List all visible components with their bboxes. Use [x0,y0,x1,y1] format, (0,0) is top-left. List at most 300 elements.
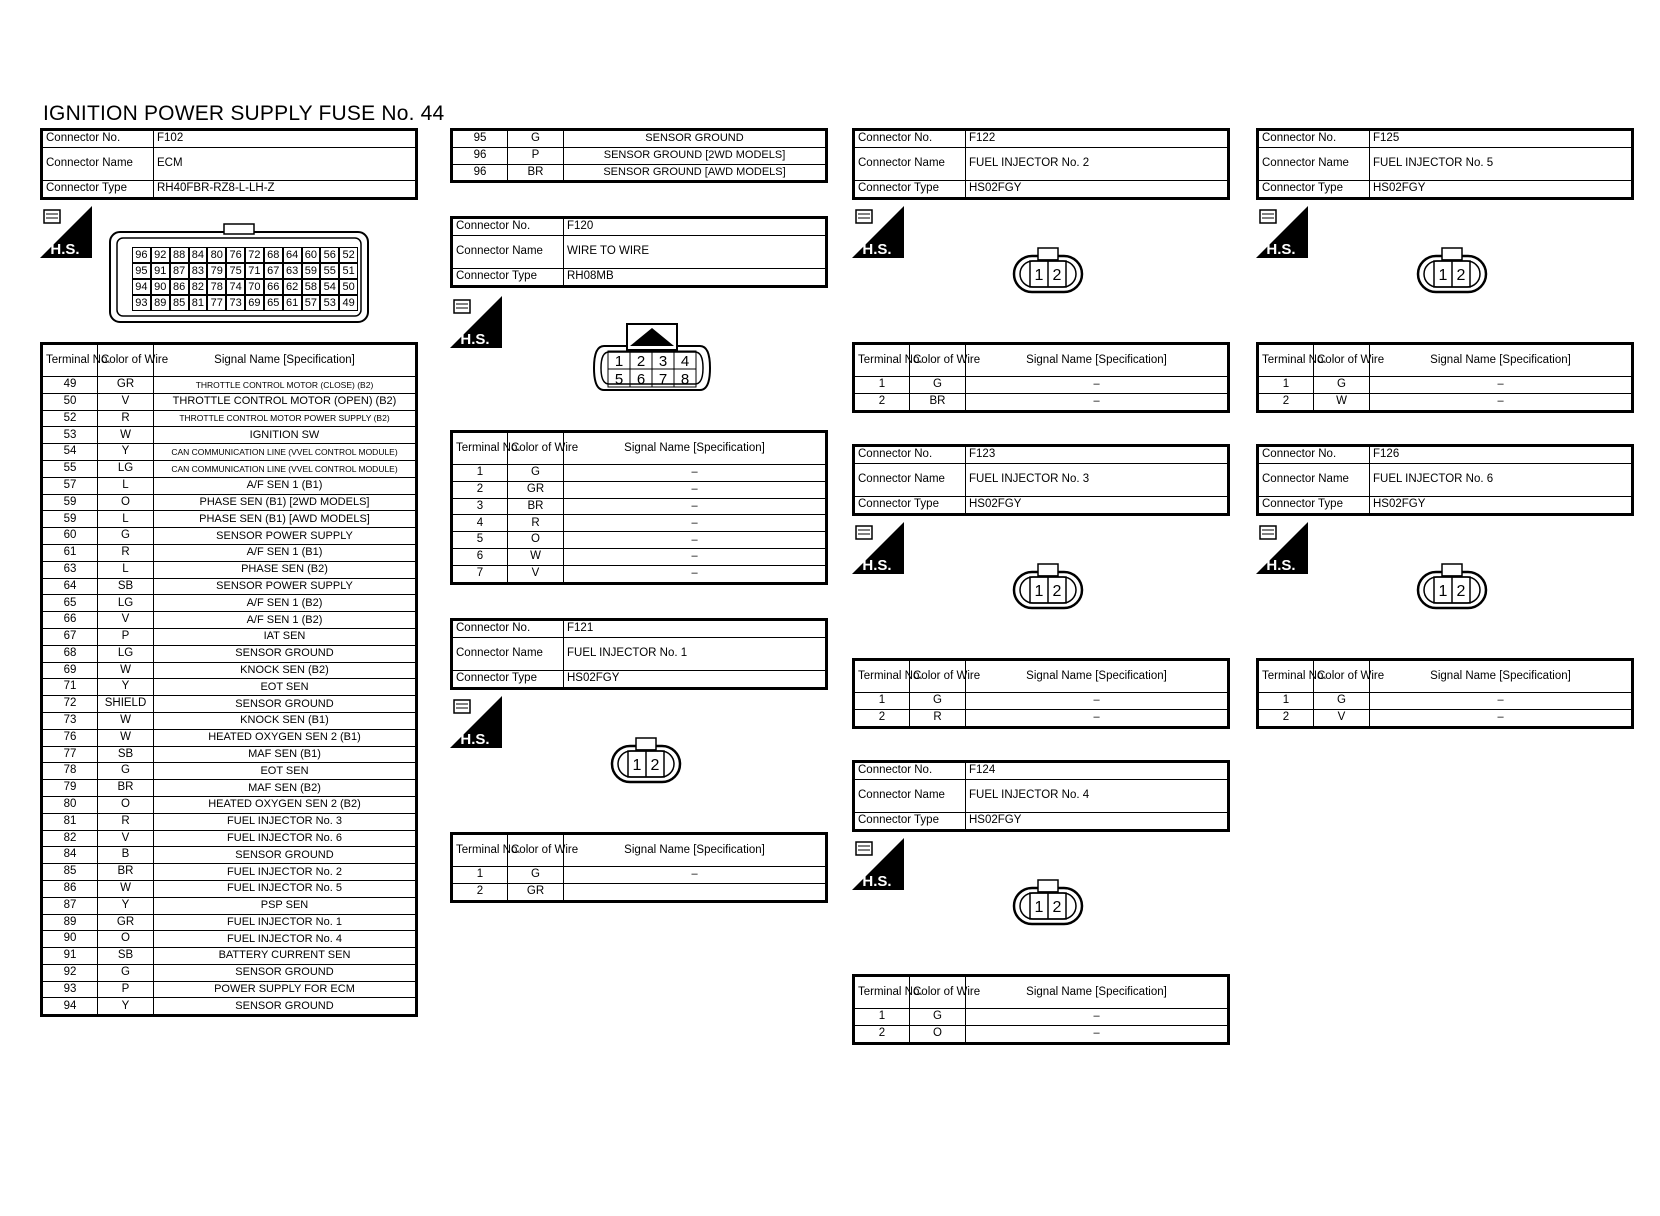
terminal-row [42,914,417,931]
wire-color: R [98,410,154,427]
signal-name: FUEL INJECTOR No. 2 [154,864,417,881]
terminal-row [42,561,417,578]
ecm-terminal-pin: 54 [320,279,339,295]
svg-text:H.S.: H.S. [1266,241,1296,258]
wire-color: LG [98,645,154,662]
connector-no-label: Connector No. [452,620,564,638]
terminal-no: 94 [42,998,98,1016]
terminal-row [452,465,827,482]
terminal-no-header: Terminal No. [854,660,910,693]
terminal-no: 1 [854,693,910,710]
terminal-no: 71 [42,679,98,696]
terminal-row [452,532,827,549]
signal-name: FUEL INJECTOR No. 5 [154,880,417,897]
terminal-row [42,763,417,780]
connector-type-value: HS02FGY [966,497,1229,515]
ecm-terminal-pin: 51 [339,263,358,279]
terminal-no: 95 [452,130,508,148]
svg-text:1: 1 [1034,583,1044,600]
connector-name-value: FUEL INJECTOR No. 5 [1370,148,1633,181]
wire-color: BR [98,864,154,881]
wire-color: Y [98,444,154,461]
terminal-no: 80 [42,796,98,813]
signal-header: Signal Name [Specification] [564,432,827,465]
signal-name: SENSOR GROUND [154,645,417,662]
color-header: Color of Wire [508,834,564,867]
ecm-terminal-pin: 58 [302,279,321,295]
terminal-row [42,410,417,427]
wire-color: G [910,1009,966,1026]
svg-text:1: 1 [614,353,624,370]
terminal-no: 49 [42,377,98,394]
connector-name-value: FUEL INJECTOR No. 4 [966,780,1229,813]
terminal-no: 1 [1258,377,1314,394]
ecm-terminal-pin: 85 [170,295,189,311]
ecm-terminal-pin: 74 [226,279,245,295]
f120-connector-face [592,322,712,404]
connector-type-value: HS02FGY [966,181,1229,199]
terminal-no-header: Terminal No. [854,344,910,377]
terminal-no-header: Terminal No. [1258,660,1314,693]
terminal-no: 82 [42,830,98,847]
terminal-table [852,974,1230,1045]
terminal-no: 61 [42,544,98,561]
wire-color: G [1314,693,1370,710]
terminal-no: 66 [42,612,98,629]
signal-name: CAN COMMUNICATION LINE (VVEL CONTROL MODULE) [154,444,417,461]
connector-name-value: ECM [154,148,417,181]
ecm-terminal-pin: 87 [170,263,189,279]
wire-color: GR [508,883,564,901]
signal-name: SENSOR GROUND [154,847,417,864]
terminal-no: 65 [42,595,98,612]
ecm-terminal-grid [132,247,358,311]
terminal-row [1258,709,1633,727]
terminal-row [854,377,1229,394]
connector-name-value: FUEL INJECTOR No. 6 [1370,464,1633,497]
wire-color: W [1314,393,1370,411]
svg-text:5: 5 [614,371,624,388]
ecm-terminal-pin: 59 [302,263,321,279]
signal-header: Signal Name [Specification] [966,344,1229,377]
ecm-terminal-pin: 89 [151,295,170,311]
svg-text:8: 8 [680,371,690,388]
ecm-terminal-pin: 56 [320,247,339,263]
wire-color: V [1314,709,1370,727]
terminal-no: 6 [452,548,508,565]
terminal-no: 59 [42,494,98,511]
terminal-row [42,864,417,881]
terminal-row [1258,693,1633,710]
terminal-no: 77 [42,746,98,763]
ecm-terminal-pin: 81 [189,295,208,311]
svg-text:H.S.: H.S. [50,241,80,258]
connector-type-value: HS02FGY [1370,181,1633,199]
wire-color: G [508,867,564,884]
signal-name: – [966,377,1229,394]
terminal-no: 63 [42,561,98,578]
signal-name: – [564,565,827,583]
connector-no-label: Connector No. [854,762,966,780]
connector-info-block [852,128,1230,200]
ecm-terminal-pin: 69 [245,295,264,311]
terminal-row [854,393,1229,411]
terminal-row [42,796,417,813]
wire-color: G [910,377,966,394]
wire-color: G [1314,377,1370,394]
terminal-table [450,832,828,903]
wire-color: O [910,1025,966,1043]
terminal-row [42,981,417,998]
terminal-row [42,948,417,965]
signal-name: SENSOR GROUND [154,998,417,1016]
ecm-terminal-pin: 83 [189,263,208,279]
terminal-no: 5 [452,532,508,549]
svg-text:H.S.: H.S. [862,241,892,258]
connector-info-block [852,444,1230,516]
connector-type-label: Connector Type [452,269,564,287]
ecm-terminal-pin: 70 [245,279,264,295]
wire-color: Y [98,998,154,1016]
wire-color: BR [508,164,564,182]
ecm-terminal-pin: 75 [226,263,245,279]
svg-text:3: 3 [658,353,668,370]
ecm-terminal-pin: 84 [189,247,208,263]
signal-name: HEATED OXYGEN SEN 2 (B2) [154,796,417,813]
connector-name-value: FUEL INJECTOR No. 1 [564,638,827,671]
terminal-no: 7 [452,565,508,583]
terminal-no: 87 [42,897,98,914]
two-pin-connector-face [1012,878,1084,928]
signal-header: Signal Name [Specification] [966,976,1229,1009]
ecm-terminal-pin: 88 [170,247,189,263]
terminal-row [42,880,417,897]
signal-header: Signal Name [Specification] [966,660,1229,693]
terminal-table-f120 [450,430,828,585]
terminal-table [852,658,1230,729]
terminal-no-header: Terminal No. [42,344,98,377]
terminal-row [42,427,417,444]
terminal-row [42,393,417,410]
svg-text:H.S.: H.S. [460,331,490,348]
ecm-terminal-pin: 91 [151,263,170,279]
ecm-terminal-pin: 57 [302,295,321,311]
wire-color: O [98,796,154,813]
ecm-terminal-pin: 62 [283,279,302,295]
terminal-row [42,998,417,1016]
terminal-no: 52 [42,410,98,427]
connector-no-value: F120 [564,218,827,236]
connector-name-value: FUEL INJECTOR No. 3 [966,464,1229,497]
color-header: Color of Wire [98,344,154,377]
connector-type-value: HS02FGY [966,813,1229,831]
signal-name: – [966,1009,1229,1026]
terminal-no: 96 [452,147,508,164]
signal-name: POWER SUPPLY FOR ECM [154,981,417,998]
two-pin-connector-face [1012,562,1084,612]
ecm-terminal-pin: 61 [283,295,302,311]
terminal-row [452,883,827,901]
terminal-no: 76 [42,729,98,746]
color-header: Color of Wire [1314,344,1370,377]
terminal-no: 2 [1258,709,1314,727]
connector-name-label: Connector Name [854,780,966,813]
terminal-row [42,628,417,645]
wire-color: B [98,847,154,864]
svg-text:7: 7 [658,371,668,388]
wire-color: W [98,427,154,444]
terminal-no: 81 [42,813,98,830]
signal-name: A/F SEN 1 (B2) [154,595,417,612]
terminal-table [1256,342,1634,413]
wire-color: O [98,931,154,948]
ecm-terminal-pin: 66 [264,279,283,295]
signal-name: SENSOR GROUND [2WD MODELS] [564,147,827,164]
signal-name: – [564,867,827,884]
signal-name: MAF SEN (B2) [154,780,417,797]
ecm-connector-face [108,224,372,326]
signal-name: A/F SEN 1 (B2) [154,612,417,629]
terminal-no: 72 [42,696,98,713]
color-header: Color of Wire [910,344,966,377]
connector-type-label: Connector Type [42,181,154,199]
signal-name: – [1370,709,1633,727]
ecm-terminal-pin: 55 [320,263,339,279]
ecm-terminal-pin: 93 [132,295,151,311]
signal-name: KNOCK SEN (B2) [154,662,417,679]
terminal-row [42,746,417,763]
signal-name: BATTERY CURRENT SEN [154,948,417,965]
wire-color: W [98,880,154,897]
terminal-no: 2 [452,481,508,498]
terminal-no: 92 [42,964,98,981]
hs-icon [450,296,502,348]
svg-text:1: 1 [632,757,642,774]
signal-name: SENSOR POWER SUPPLY [154,528,417,545]
wire-color: SHIELD [98,696,154,713]
terminal-table [1256,658,1634,729]
hs-icon [450,696,502,748]
ecm-terminal-pin: 90 [151,279,170,295]
signal-name: CAN COMMUNICATION LINE (VVEL CONTROL MODULE) [154,460,417,477]
svg-text:1: 1 [1438,583,1448,600]
connector-no-label: Connector No. [1258,130,1370,148]
wire-color: G [98,964,154,981]
terminal-no: 57 [42,477,98,494]
connector-no-value: F125 [1370,130,1633,148]
terminal-no: 78 [42,763,98,780]
terminal-no: 50 [42,393,98,410]
terminal-row [42,528,417,545]
wire-color: GR [508,481,564,498]
connector-info-block [450,618,828,690]
terminal-no: 91 [42,948,98,965]
terminal-row [42,460,417,477]
terminal-row [854,1009,1229,1026]
signal-name: SENSOR GROUND [154,696,417,713]
ecm-terminal-pin: 52 [339,247,358,263]
terminal-no: 2 [854,393,910,411]
page-title: IGNITION POWER SUPPLY FUSE No. 44 [43,102,445,125]
connector-type-value: RH08MB [564,269,827,287]
terminal-row [42,847,417,864]
terminal-row [42,595,417,612]
terminal-row [452,498,827,515]
svg-text:2: 2 [650,757,660,774]
terminal-row [452,565,827,583]
signal-name: – [966,709,1229,727]
ecm-terminal-pin: 78 [207,279,226,295]
connector-type-label: Connector Type [1258,497,1370,515]
terminal-no: 59 [42,511,98,528]
terminal-table-f102-continued [450,128,828,183]
wire-color: L [98,561,154,578]
terminal-row [452,548,827,565]
ecm-terminal-pin: 63 [283,263,302,279]
connector-no-value: F121 [564,620,827,638]
connector-no-value: F123 [966,446,1229,464]
svg-text:2: 2 [1052,899,1062,916]
terminal-no: 86 [42,880,98,897]
wire-color: SB [98,746,154,763]
connector-no-label: Connector No. [1258,446,1370,464]
connector-no-label: Connector No. [854,130,966,148]
signal-name: – [564,515,827,532]
terminal-no: 55 [42,460,98,477]
terminal-row [42,931,417,948]
signal-name: A/F SEN 1 (B1) [154,544,417,561]
terminal-row [42,813,417,830]
two-pin-connector-face [610,736,682,786]
wire-color: V [98,612,154,629]
ecm-terminal-pin: 77 [207,295,226,311]
terminal-no: 1 [1258,693,1314,710]
svg-text:6: 6 [636,371,646,388]
hs-icon [852,838,904,890]
connector-no-label: Connector No. [452,218,564,236]
terminal-no-header: Terminal No. [1258,344,1314,377]
signal-name: PHASE SEN (B1) [2WD MODELS] [154,494,417,511]
wire-color: G [508,465,564,482]
signal-name: FUEL INJECTOR No. 6 [154,830,417,847]
signal-name: PHASE SEN (B2) [154,561,417,578]
signal-name: MAF SEN (B1) [154,746,417,763]
connector-info-f120 [450,216,828,288]
connector-name-value: FUEL INJECTOR No. 2 [966,148,1229,181]
terminal-row [42,679,417,696]
wire-color: R [98,544,154,561]
two-pin-connector-face [1012,246,1084,296]
svg-text:4: 4 [680,353,690,370]
connector-no-label: Connector No. [854,446,966,464]
connector-type-label: Connector Type [854,497,966,515]
signal-name: – [966,1025,1229,1043]
signal-name [564,883,827,901]
svg-text:H.S.: H.S. [460,731,490,748]
terminal-no: 96 [452,164,508,182]
terminal-table-f102 [40,342,418,1017]
terminal-row [42,578,417,595]
two-pin-connector-face [1416,246,1488,296]
signal-name: FUEL INJECTOR No. 4 [154,931,417,948]
signal-name: – [1370,377,1633,394]
signal-header: Signal Name [Specification] [1370,344,1633,377]
connector-no-value: F124 [966,762,1229,780]
ecm-terminal-pin: 71 [245,263,264,279]
connector-no-value: F102 [154,130,417,148]
terminal-row [452,130,827,148]
signal-header: Signal Name [Specification] [1370,660,1633,693]
ecm-terminal-pin: 72 [245,247,264,263]
wire-color: L [98,511,154,528]
signal-name: SENSOR POWER SUPPLY [154,578,417,595]
color-header: Color of Wire [910,976,966,1009]
hs-icon [1256,522,1308,574]
terminal-no-header: Terminal No. [854,976,910,1009]
terminal-no: 64 [42,578,98,595]
wire-color: L [98,477,154,494]
connector-type-value: HS02FGY [564,671,827,689]
signal-name: – [564,532,827,549]
terminal-row [42,544,417,561]
hs-icon [852,522,904,574]
signal-name: THROTTLE CONTROL MOTOR (OPEN) (B2) [154,393,417,410]
connector-info-block [1256,128,1634,200]
connector-type-label: Connector Type [452,671,564,689]
svg-text:2: 2 [1456,583,1466,600]
wire-color: GR [98,377,154,394]
connector-type-label: Connector Type [854,181,966,199]
connector-type-label: Connector Type [1258,181,1370,199]
svg-text:2: 2 [1052,583,1062,600]
signal-name: FUEL INJECTOR No. 1 [154,914,417,931]
terminal-row [452,147,827,164]
signal-name: – [966,693,1229,710]
wire-color: W [98,712,154,729]
wire-color: SB [98,578,154,595]
ecm-terminal-pin: 95 [132,263,151,279]
wire-color: O [508,532,564,549]
wire-color: BR [508,498,564,515]
signal-header: Signal Name [Specification] [154,344,417,377]
wire-color: P [98,981,154,998]
signal-name: EOT SEN [154,763,417,780]
terminal-no: 68 [42,645,98,662]
svg-text:2: 2 [636,353,646,370]
terminal-no: 2 [854,1025,910,1043]
signal-name: – [564,465,827,482]
ecm-terminal-pin: 82 [189,279,208,295]
color-header: Color of Wire [1314,660,1370,693]
terminal-no: 2 [452,883,508,901]
ecm-terminal-pin: 67 [264,263,283,279]
ecm-terminal-pin: 94 [132,279,151,295]
ecm-terminal-pin: 65 [264,295,283,311]
connector-type-value: RH40FBR-RZ8-L-LH-Z [154,181,417,199]
color-header: Color of Wire [910,660,966,693]
wire-color: R [910,709,966,727]
svg-text:1: 1 [1034,267,1044,284]
two-pin-connector-face [1416,562,1488,612]
terminal-no: 1 [452,867,508,884]
wire-color: V [508,565,564,583]
svg-text:H.S.: H.S. [862,557,892,574]
terminal-row [42,511,417,528]
wire-color: BR [910,393,966,411]
wire-color: LG [98,595,154,612]
wire-color: W [508,548,564,565]
wire-color: V [98,393,154,410]
